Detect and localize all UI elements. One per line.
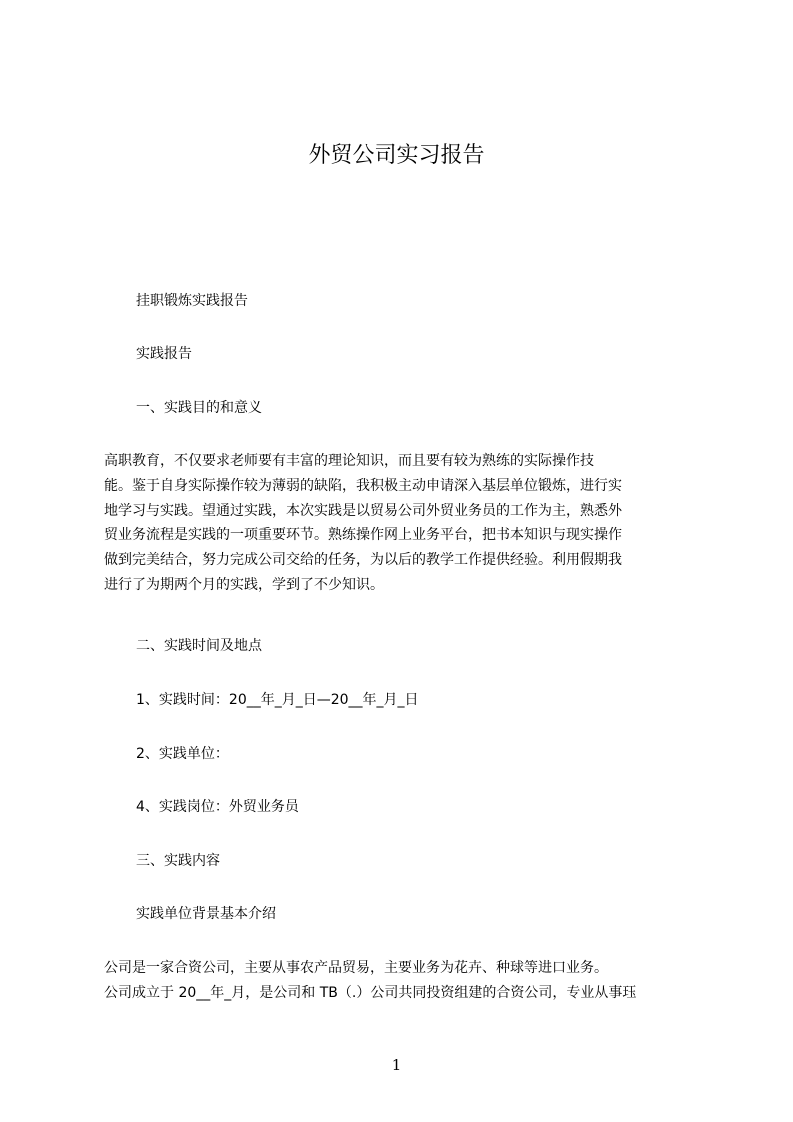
section-heading-purpose: 一、实践目的和意义 (136, 400, 262, 416)
heading-guazhi-report: 挂职锻炼实践报告 (136, 293, 248, 309)
paragraph-line: 公司是一家合资公司，主要从事农产品贸易，主要业务为花卉、种球等进口业务。 (104, 960, 608, 976)
practice-unit: 2、实践单位： (136, 746, 229, 762)
paragraph-line: 地学习与实践。望通过实践，本次实践是以贸易公司外贸业务员的工作为主，熟悉外 (104, 502, 622, 519)
paragraph-line: 能。鉴于自身实际操作较为薄弱的缺陷，我积极主动申请深入基层单位锻炼，进行实 (104, 477, 622, 494)
subheading-unit-background: 实践单位背景基本介绍 (136, 906, 276, 922)
practice-time: 1、实践时间：20__年_月_日—20__年_月_日 (136, 692, 419, 708)
paragraph-line: 贸业务流程是实践的一项重要环节。熟练操作网上业务平台，把书本知识与现实操作 (104, 527, 622, 544)
page-number: 1 (391, 1056, 402, 1074)
paragraph-company-intro (104, 956, 716, 1006)
section-heading-time-place: 二、实践时间及地点 (136, 638, 262, 654)
section-heading-content: 三、实践内容 (136, 853, 220, 869)
paragraph-line: 进行了为期两个月的实践，学到了不少知识。 (104, 576, 384, 593)
heading-practice-report: 实践报告 (136, 346, 192, 362)
practice-position: 4、实践岗位：外贸业务员 (136, 799, 299, 815)
paragraph-line: 高职教育，不仅要求老师要有丰富的理论知识，而且要有较为熟练的实际操作技 (104, 453, 594, 469)
document-title: 外贸公司实习报告 (308, 143, 485, 168)
paragraph-line: 公司成立于 20__年_月，是公司和 TB（.）公司共同投资组建的合资公司，专业从事珏 (104, 984, 637, 1001)
paragraph-purpose (104, 449, 716, 598)
paragraph-line: 做到完美结合，努力完成公司交给的任务，为以后的教学工作提供经验。利用假期我 (104, 552, 622, 569)
